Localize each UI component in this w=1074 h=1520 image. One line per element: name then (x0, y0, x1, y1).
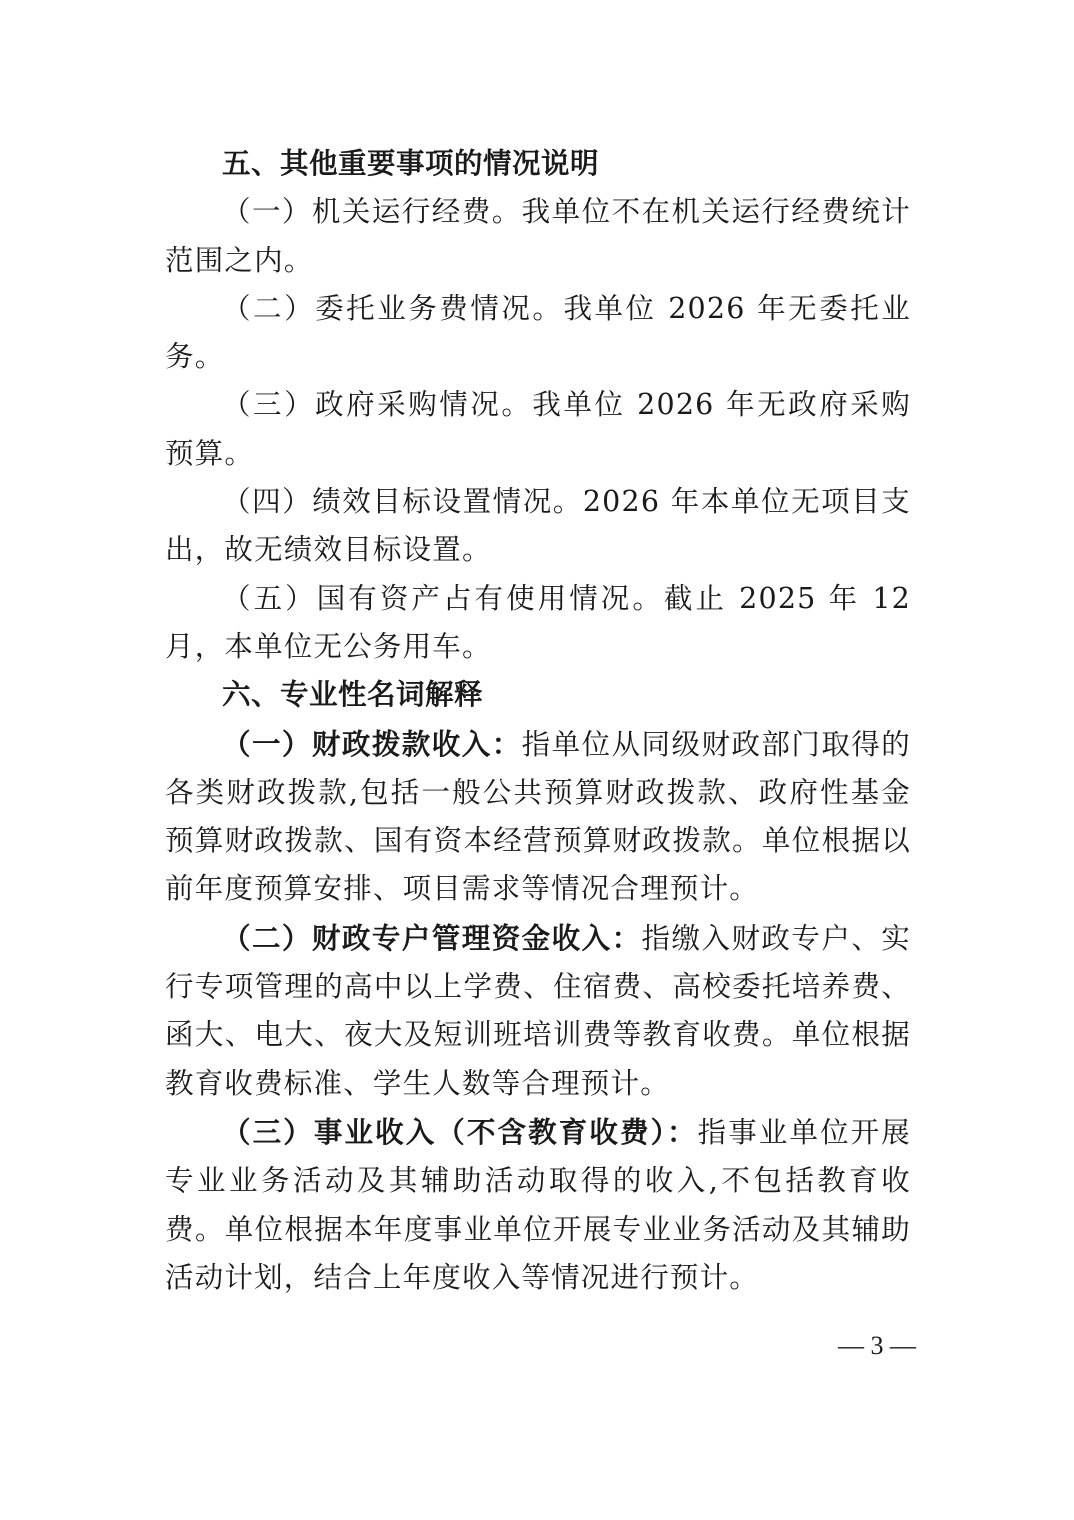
page-number: — 3 — (838, 1331, 916, 1360)
term-lead: （二）财政专户管理资金收入： (222, 920, 642, 955)
paragraph-5-5: （五）国有资产占有使用情况。截止 2025 年 12 月，本单位无公务用车。 (165, 581, 911, 663)
paragraph-6-3 (165, 1108, 911, 1302)
paragraph-6-2 (165, 914, 911, 1108)
paragraph-5-1: （一）机关运行经费。我单位不在机关运行经费统计范围之内。 (165, 195, 911, 277)
term-definition: 指事业单位开展专业业务活动及其辅助活动取得的收入,不包括教育收费。单位根据本年度事业单位开展专业业务活动及其辅助活动计划，结合上年度收入等情况进行预计。 (165, 1115, 912, 1294)
paragraph-5-3: （三）政府采购情况。我单位 2026 年无政府采购预算。 (165, 388, 911, 470)
paragraph-6-1 (165, 720, 911, 914)
section-6-heading: 六、专业性名词解释 (222, 678, 484, 712)
section-5-heading: 五、其他重要事项的情况说明 (222, 147, 600, 180)
document-body (165, 140, 911, 1302)
term-definition: 指单位从同级财政部门取得的各类财政拨款,包括一般公共预算财政拨款、政府性基金预算财政拨款、国有资本经营预算财政拨款。单位根据以前年度预算安排、项目需求等情况合理预计。 (165, 727, 911, 906)
paragraph-5-2: （二）委托业务费情况。我单位 2026 年无委托业务。 (165, 291, 911, 374)
term-lead: （三）事业收入（不含教育收费）： (222, 1114, 698, 1149)
term-definition: 指缴入财政专户、实行专项管理的高中以上学费、住宿费、高校委托培养费、函大、电大、夜大及短训班培训费等教育收费。单位根据教育收费标准、学生人数等合理预计。 (165, 921, 911, 1100)
paragraph-5-4: （四）绩效目标设置情况。2026 年本单位无项目支出，故无绩效目标设置。 (165, 485, 911, 567)
term-lead: （一）财政拨款收入： (222, 726, 522, 761)
